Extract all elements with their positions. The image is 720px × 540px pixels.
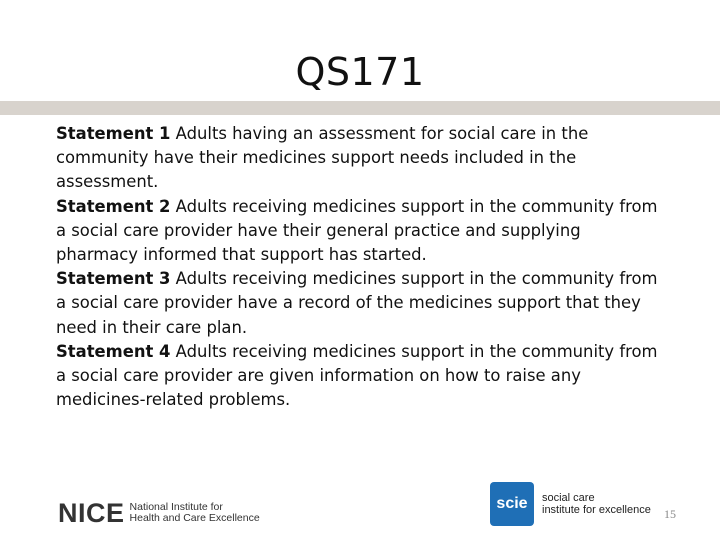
scie-line-2: institute for excellence xyxy=(542,504,651,516)
nice-logo xyxy=(58,496,260,530)
statement-text: Adults receiving medicines support in the community from a social care provider have their general practice and supplying pharmacy informed that support has started. xyxy=(56,196,658,265)
scie-logo-subtitle xyxy=(542,492,651,516)
nice-line-1: National Institute for xyxy=(129,501,223,513)
scie-line-1: social care xyxy=(542,492,595,504)
scie-logo xyxy=(490,482,651,526)
statement-label: Statement 4 xyxy=(56,341,171,361)
nice-logo-subtitle xyxy=(130,502,260,524)
statement-text: Adults receiving medicines support in the community from a social care provider are given information on how to raise any medicines-related problems. xyxy=(56,341,658,410)
statement-label: Statement 1 xyxy=(56,124,171,143)
title-divider-bar xyxy=(0,101,720,115)
statement-label: Statement 2 xyxy=(56,196,171,216)
statement-2 xyxy=(56,195,666,268)
statement-label: Statement 3 xyxy=(56,269,171,289)
statement-4 xyxy=(56,340,666,413)
page-number: 15 xyxy=(664,507,676,521)
nice-line-2: Health and Care Excellence xyxy=(129,512,260,524)
scie-logo-mark: scie xyxy=(490,482,534,526)
nice-wordmark: NICE xyxy=(58,497,125,528)
statement-1 xyxy=(56,122,666,195)
slide-title: QS171 xyxy=(295,50,425,94)
statements-list xyxy=(56,122,666,412)
statement-text: Adults having an assessment for social care in the community have their medicines support needs included in the assessment. xyxy=(56,124,589,192)
statement-text: Adults receiving medicines support in the community from a social care provider have a record of the medicines support that they need in their care plan. xyxy=(56,269,658,337)
statement-3 xyxy=(56,267,666,340)
